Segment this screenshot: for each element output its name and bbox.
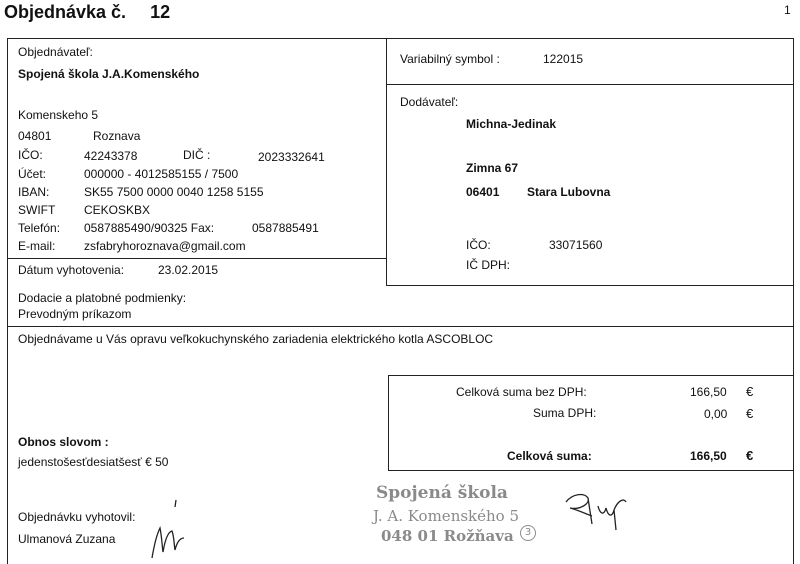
vat-value: 0,00 <box>704 407 728 421</box>
supplier-heading: Dodávateľ: <box>400 95 459 109</box>
issued-by-name: Ulmanová Zuzana <box>18 532 116 546</box>
total-label: Celková suma: <box>507 449 592 463</box>
customer-name: Spojená škola J.A.Komenského <box>18 67 200 81</box>
terms-label: Dodacie a platobné podmienky: <box>18 291 187 305</box>
supplier-icdph-label: IČ DPH: <box>466 258 511 272</box>
variable-symbol-value: 122015 <box>543 52 584 66</box>
supplier-ico-label: IČO: <box>466 238 491 252</box>
stamp-line-3: 048 01 Rožňava <box>381 527 514 545</box>
currency-symbol: € <box>746 448 754 463</box>
date-label: Dátum vyhotovenia: <box>18 263 125 277</box>
frame-right-line <box>793 38 794 564</box>
order-title <box>4 2 170 23</box>
issued-by-label: Objednávku vyhotovil: <box>18 510 136 524</box>
customer-phone-label: Telefón: <box>18 221 61 235</box>
terms-value: Prevodným príkazom <box>18 307 132 321</box>
stamp-mark: 3 <box>520 525 536 541</box>
supplier-box-bottom-line <box>386 285 793 286</box>
currency-symbol: € <box>746 406 754 421</box>
customer-phone: 0587885490/90325 Fax: <box>84 221 215 235</box>
issuer-signature <box>146 498 190 564</box>
customer-email-label: E-mail: <box>18 239 56 253</box>
customer-heading: Objednávateľ: <box>18 45 93 59</box>
customer-email: zsfabryhoroznava@gmail.com <box>84 239 246 253</box>
order-number: 12 <box>150 2 171 22</box>
in-words-value: jedenstošesťdesiatšesť € 50 <box>18 455 169 469</box>
supplier-box-top-line <box>386 84 793 85</box>
frame-top-line <box>7 38 793 39</box>
total-value: 166,50 <box>690 449 727 463</box>
currency-symbol: € <box>746 384 754 399</box>
customer-account: 000000 - 4012585155 / 7500 <box>84 167 239 181</box>
customer-dic-label: DIČ : <box>183 148 211 162</box>
customer-zip: 04801 <box>18 129 52 143</box>
stamp-line-1: Spojená škola <box>376 483 508 503</box>
stamp-line-2: J. A. Komenského 5 <box>373 507 520 525</box>
page-number: 1 <box>784 3 791 17</box>
terms-bottom-line <box>7 326 793 327</box>
supplier-ico: 33071560 <box>549 238 603 252</box>
customer-iban: SK55 7500 0000 0040 1258 5155 <box>84 185 264 199</box>
totals-left-line <box>388 375 389 470</box>
column-divider <box>386 38 387 286</box>
customer-ico-label: IČO: <box>18 148 43 162</box>
customer-ico: 42243378 <box>84 149 138 163</box>
customer-account-label: Účet: <box>18 167 47 181</box>
totals-bottom-line <box>388 470 793 471</box>
supplier-name: Michna-Jedinak <box>466 117 557 131</box>
customer-iban-label: IBAN: <box>18 185 50 199</box>
director-signature <box>562 484 632 534</box>
totals-top-line <box>388 375 793 376</box>
vat-label: Suma DPH: <box>533 406 597 420</box>
order-text: Objednávame u Vás opravu veľkokuchynského zariadenia elektrického kotla ASCOBLOC <box>18 332 494 346</box>
customer-fax: 0587885491 <box>252 221 319 235</box>
variable-symbol-label: Variabilný symbol : <box>400 52 500 66</box>
in-words-label: Obnos slovom : <box>18 435 109 449</box>
total-without-vat-label: Celková suma bez DPH: <box>456 385 587 399</box>
supplier-city: Stara Lubovna <box>527 185 611 199</box>
date-row-top-line <box>7 258 386 259</box>
customer-city: Roznava <box>93 129 141 143</box>
customer-swift-label: SWIFT <box>18 203 56 217</box>
supplier-zip: 06401 <box>466 185 500 199</box>
supplier-street: Zimna 67 <box>466 161 519 175</box>
order-title-label: Objednávka č. <box>4 2 127 22</box>
frame-left-line <box>7 38 8 564</box>
customer-swift: CEKOSKBX <box>84 203 151 217</box>
date-value: 23.02.2015 <box>158 263 219 277</box>
total-without-vat-value: 166,50 <box>690 385 727 399</box>
customer-dic: 2023332641 <box>258 150 325 164</box>
customer-street: Komenskeho 5 <box>18 108 99 122</box>
